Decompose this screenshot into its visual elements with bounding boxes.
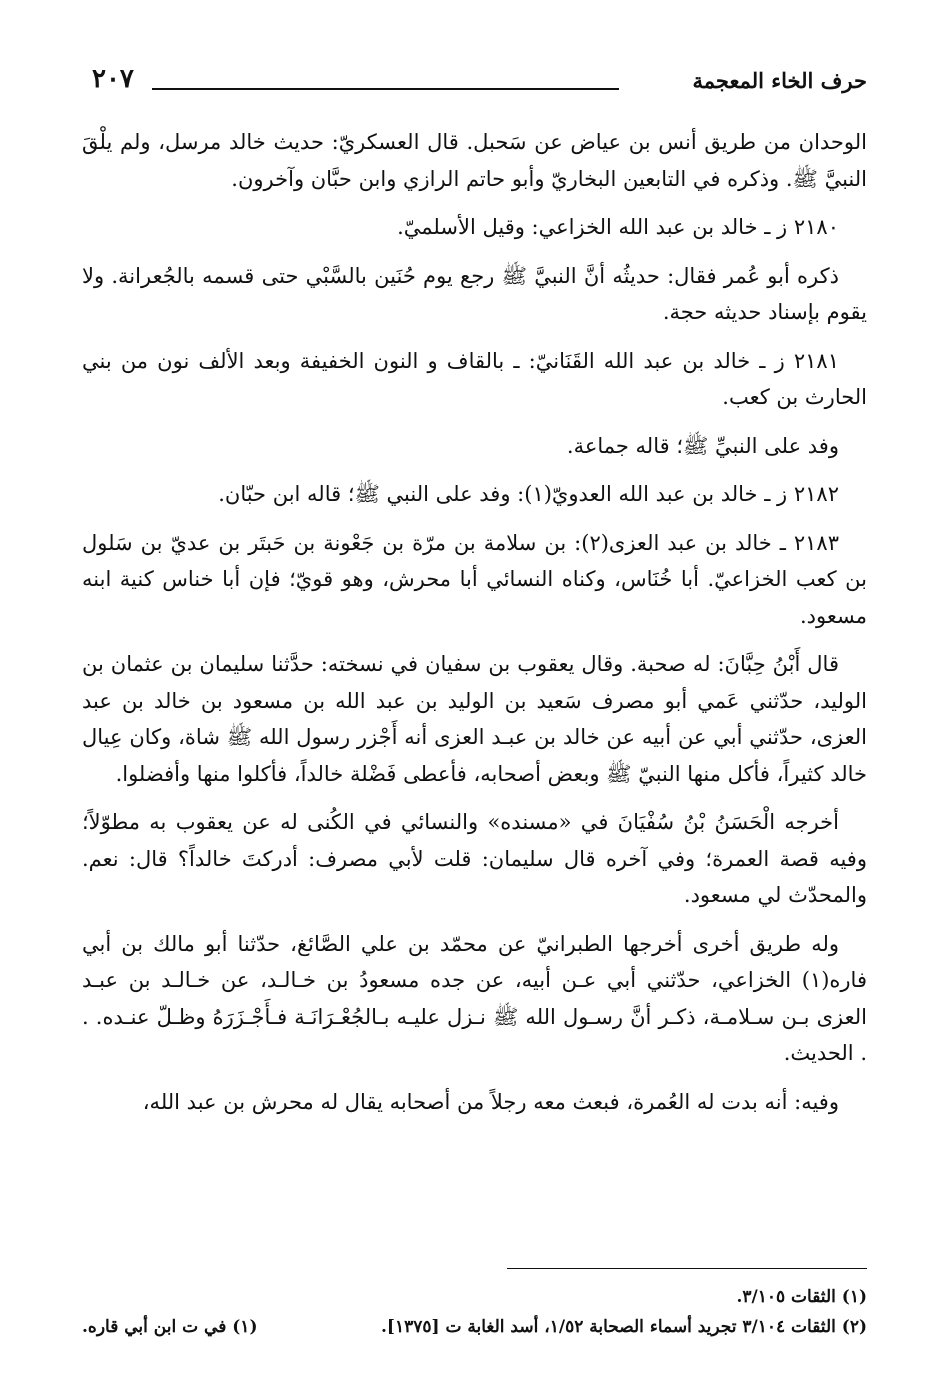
footnotes	[82, 1282, 867, 1342]
paragraph-10: وله طريق أخرى أخرجها الطبرانيّ عن محمّد بن علي الصَّائغ، حدّثنا أبو مالك بن أبي فاره(١) الخزاعي، حدّثني أبي عـن أبيه، عن جده مسعودُ بن خـالـد، عن خـالـد بن عبـد العزى بـن سـلامـة، ذكـر أنَّ رسـول الله ﷺ نـزل عليـه بـالجُعْـرَانَـة فـأَجْـزَرَهُ وظـلّ عنـده. . . الحديث.	[82, 931, 867, 1065]
page-number: ٢٠٧	[92, 64, 134, 94]
page-header	[92, 66, 867, 100]
footnote-1: (١) الثقات ٣/١٠٥.	[736, 1287, 867, 1307]
paragraph-1: الوحدان من طريق أنس بن عياض عن سَحبل. قال العسكريّ: حديث خالد مرسل، ولم يلْقَ النبيَّ ﷺ. وذكره في التابعين البخاريّ وأبو حاتم الرازي وابن حبَّان وآخرون.	[82, 130, 867, 191]
entry-2183: ٢١٨٣ ـ خالد بن عبد العزى(٢): بن سلامة بن مرّة بن جَعْونة بن حَبتَر بن عديّ بن سَلول بن كعب الخزاعيّ. أبا خُنَاس، وكناه النسائي أبا محرش، وهو قويّ؛ فإن أبا خناس كنية ابنه مسعود.	[82, 530, 867, 628]
footnote-rule	[507, 1268, 867, 1269]
footnote-2: (٢) الثقات ٣/١٠٤ تجريد أسماء الصحابة ١/٥٢، أسد الغابة ت [١٣٧٥].	[381, 1317, 867, 1337]
paragraph-5: وفد على النبيِّ ﷺ؛ قاله جماعة.	[566, 433, 839, 458]
paragraph-11: وفيه: أنه بدت له العُمرة، فبعث معه رجلاً من أصحابه يقال له محرش بن عبد الله،	[142, 1089, 839, 1114]
header-rule	[152, 88, 619, 90]
paragraph-9: أخرجه الْحَسَنُ بْنُ سُفْيَانَ في «مسنده» والنسائي في الكُنى له عن يعقوب به مطوّلاً؛ وفيه قصة العمرة؛ وفي آخره قال سليمان: قلت لأبي مصرف: أدركتَ خالداً؟ قال: نعم. والمحدّث لي مسعود.	[82, 810, 867, 907]
main-text	[82, 124, 867, 1132]
paragraph-3: ذكره أبو عُمر فقال: حديثُه أنَّ النبيَّ ﷺ رجع يوم حُنَين بالسَّبْي حتى قسمه بالجُعرانة. ولا يقوم بإسناد حديثه حجة.	[82, 263, 867, 324]
entry-2182: ٢١٨٢ ز ـ خالد بن عبد الله العدويّ(١): وفد على النبي ﷺ؛ قاله ابن حبّان.	[218, 482, 839, 506]
footnote-row	[82, 1312, 867, 1342]
paragraph-8: قال أَبْنُ حِبَّانَ: له صحبة. وقال يعقوب بن سفيان في نسخته: حدَّثنا سليمان بن عثمان بن الوليد، حدّثني عَمي أبو مصرف سَعيد بن الوليد بن عبد الله بن مسعود بن خالد بن عبد العزى، حدّثني أبي عن أبيه عن خالد بن عبـد العزى أنه أَجْزر رسول الله ﷺ شاة، وكان عِيال خالد كثيراً، فأكل منها النبيّ ﷺ وبعض أصحابه، فأعطى فَضْلة خالداً، فأكلوا منها وأفضلوا.	[82, 652, 867, 786]
entry-2181: ٢١٨١ ز ـ خالد بن عبد الله القَنَانيّ: ـ بالقاف و النون الخفيفة وبعد الألف نون من بني الحارث بن كعب.	[82, 348, 867, 409]
entry-2180: ٢١٨٠ ز ـ خالد بن عبد الله الخزاعي: وقيل الأسلميّ.	[397, 215, 839, 239]
running-title: حرف الخاء المعجمة	[692, 68, 867, 93]
footnote-3: (١) في ت ابن أبي قاره.	[82, 1317, 258, 1337]
